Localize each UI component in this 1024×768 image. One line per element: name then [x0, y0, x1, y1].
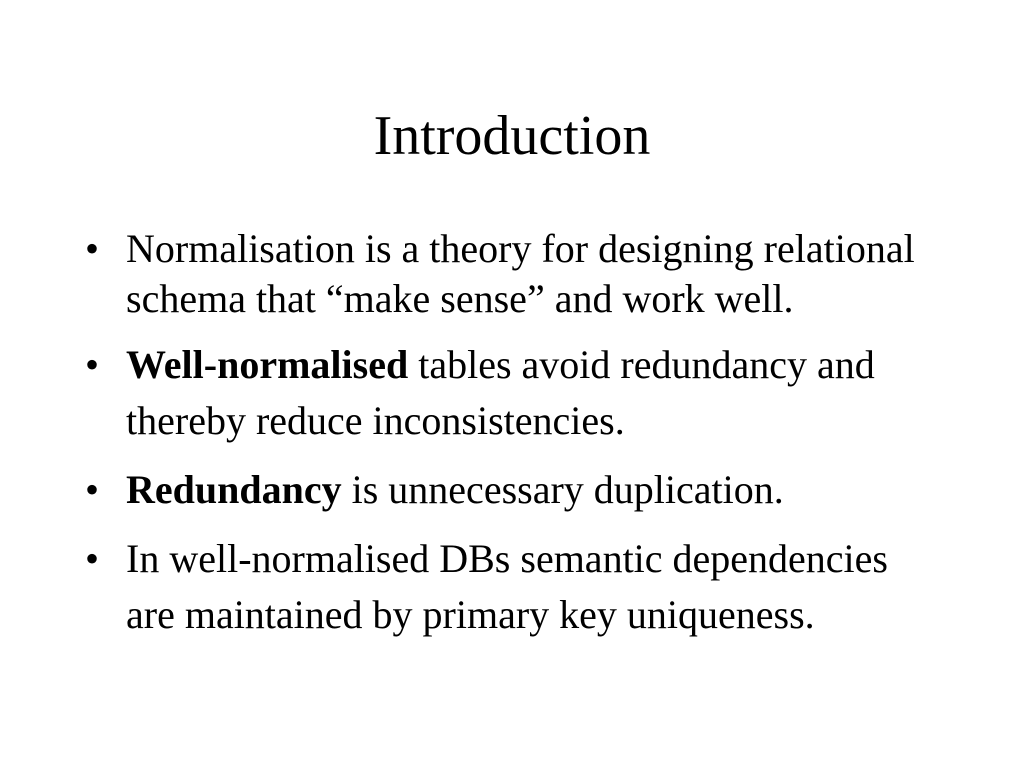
bullet-item [85, 462, 945, 518]
bullet-item [85, 337, 945, 449]
bullet-item [85, 531, 945, 643]
bullet-icon: • [85, 342, 100, 387]
bullet-icon: • [85, 226, 100, 271]
bullet-text: is unnecessary duplication. [341, 467, 784, 512]
bullet-item [85, 224, 945, 324]
bullet-text: Normalisation is a theory for designing relational schema that “make sense” and work well. [126, 226, 915, 321]
bullet-list [85, 224, 945, 643]
bullet-lead-term: Well-normalised [126, 342, 409, 387]
bullet-icon: • [85, 467, 100, 512]
bullet-text: tables avoid redundancy and thereby reduce inconsistencies. [126, 342, 875, 443]
bullet-text: In well-normalised DBs semantic dependencies are maintained by primary key uniqueness. [126, 536, 888, 637]
bullet-lead-term: Redundancy [126, 467, 342, 512]
slide-title: Introduction [373, 105, 651, 167]
bullet-icon: • [85, 536, 100, 581]
